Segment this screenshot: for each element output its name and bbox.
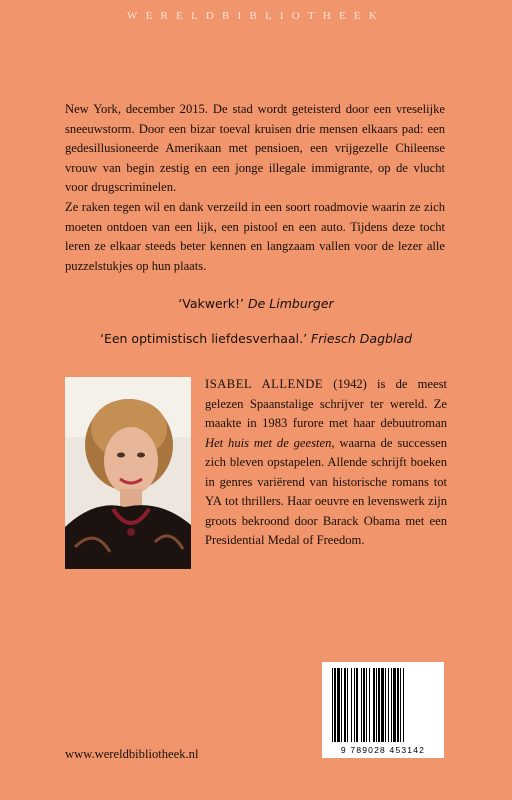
barcode-bar [366, 668, 367, 742]
barcode-bar [334, 668, 336, 742]
author-bio [205, 375, 447, 551]
barcode-bar [393, 668, 396, 742]
website-url: www.wereldbibliotheek.nl [65, 747, 199, 761]
barcode-bars [330, 668, 436, 742]
bio-text-1: (1942) is de meest gelezen Spaanstalige schrijver ter wereld. Ze maakte in 1983 furore met haar debuutroman [205, 377, 447, 430]
quote-source: De Limburger [248, 296, 334, 311]
barcode-bar [354, 668, 355, 742]
quote-source: Friesch Dagblad [311, 331, 413, 346]
barcode-bar [381, 668, 384, 742]
quote-text: ‘Een optimistisch liefdesverhaal.’ [99, 331, 308, 346]
synopsis-paragraph-1: New York, december 2015. De stad wordt geteisterd door een vreselijke sneeuwstorm. Door een bizar toeval kruisen drie mensen elkaars pad: een gedesillusioneerde Amerikaan met pensioen, een vrijgezelle Chileense vrouw van begin zestig en een jonge illegale immigrante, op de vlucht voor drugscriminelen. [65, 102, 445, 195]
barcode-bar [388, 668, 389, 742]
barcode-bar [391, 668, 392, 742]
barcode-bar [351, 668, 352, 742]
barcode-bar [344, 668, 346, 742]
author-name: ISABEL ALLENDE [205, 377, 324, 391]
barcode-bar [341, 668, 342, 742]
barcode-bar [397, 668, 399, 742]
barcode-bar [385, 668, 386, 742]
barcode-bar [337, 668, 340, 742]
barcode-bar [378, 668, 380, 742]
debut-title: Het huis met de geesten [205, 435, 332, 450]
barcode-bar [403, 668, 404, 742]
review-quote-1 [0, 296, 512, 311]
isbn-number: 9 789028 453142 [340, 745, 426, 755]
barcode-bar [347, 668, 348, 742]
author-photo [65, 377, 191, 569]
synopsis-paragraph-2: Ze raken tegen wil en dank verzeild in een soort roadmovie waarin ze zich moeten ontdoen van een lijk, een pistool en een auto. Tijdens deze tocht leren ze elkaar steeds beter kennen en langzaam vallen voor de lezer alle puzzelstukjes op hun plaats. [65, 199, 445, 273]
barcode-bar [332, 668, 333, 742]
barcode-bar [363, 668, 365, 742]
isbn-barcode [322, 662, 444, 758]
bio-text-2: , waarna de successen zich bleven opstapelen. Allende schrijft boeken in genres variërend van historische romans tot [205, 435, 447, 489]
barcode-bar [400, 668, 401, 742]
barcode-bar [361, 668, 362, 742]
synopsis [65, 100, 445, 276]
ya-abbr: YA [205, 494, 222, 508]
barcode-bar [376, 668, 377, 742]
review-quote-2 [0, 331, 512, 346]
barcode-bar [369, 668, 370, 742]
barcode-bar [373, 668, 375, 742]
bio-text-3: tot thrillers. Haar oeuvre en levenswerk zijn groots bekroond door Barack Obama met een Presidential Medal of Freedom. [205, 494, 447, 547]
barcode-bar [356, 668, 358, 742]
publisher-name: WERELDBIBLIOTHEEK [127, 10, 385, 22]
quote-text: ‘Vakwerk!’ [178, 296, 245, 311]
